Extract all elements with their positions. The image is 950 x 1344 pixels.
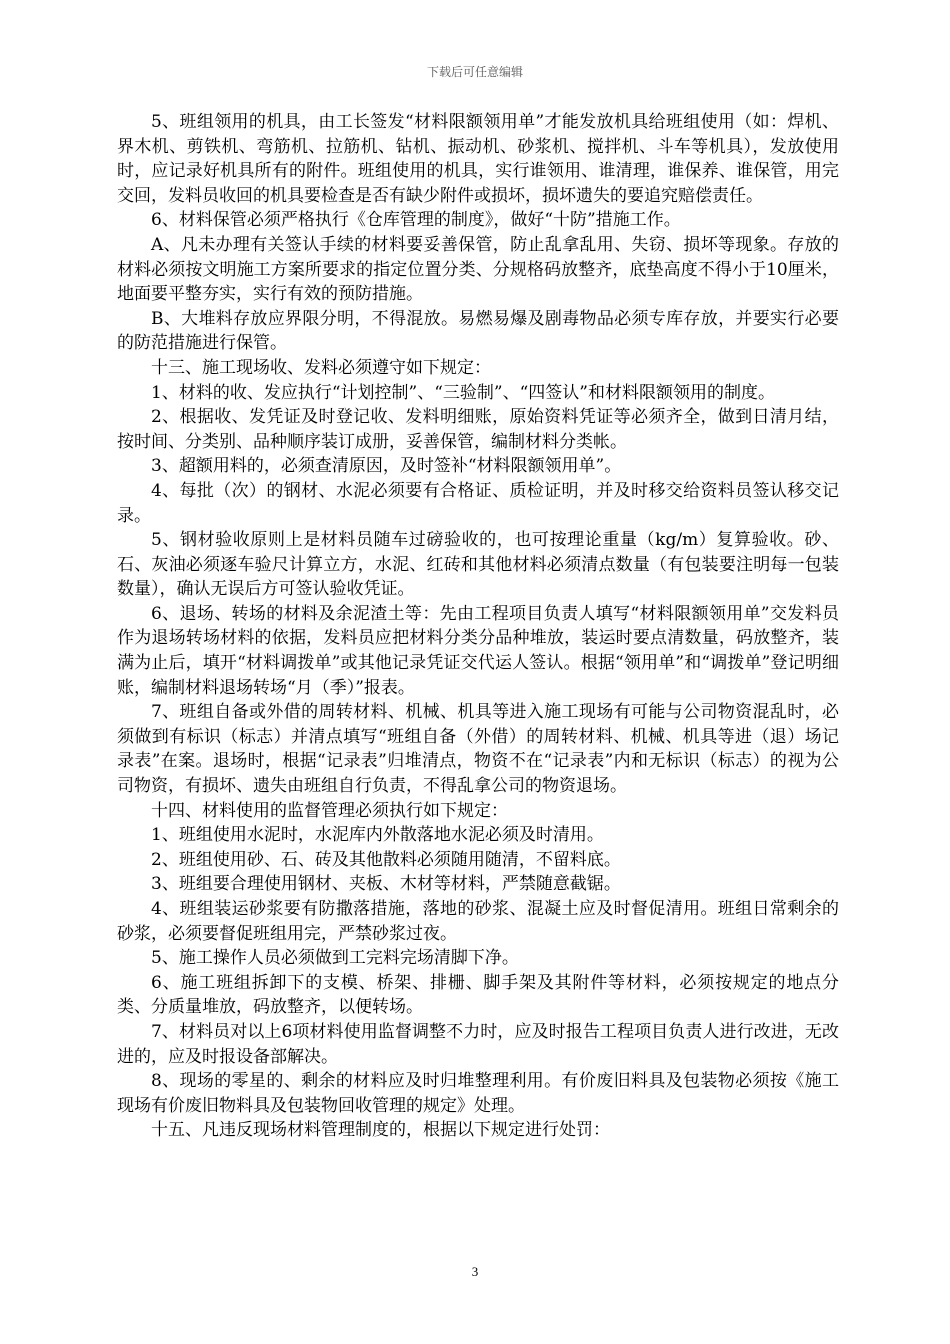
paragraph: 4、班组装运砂浆要有防撒落措施，落地的砂浆、混凝土应及时督促清用。班组日常剩余的砂浆，必须要督促班组用完，严禁砂浆过夜。 [117,899,839,944]
section-heading: 十四、材料使用的监督管理必须执行如下规定： [151,800,508,821]
paragraph: 5、施工操作人员必须做到工完料完场清脚下净。 [151,948,519,969]
paragraph: 1、班组使用水泥时，水泥库内外散落地水泥必须及时清用。 [151,825,604,846]
paragraph: 7、班组自备或外借的周转材料、机械、机具等进入施工现场有可能与公司物资混乱时，必须做到有标识（标志）并清点填写“班组自备（外借）的周转材料、机械、机具等进（退）场记录表”在案。退场时，根据“记录表”归堆清点，物资不在“记录表”内和无标识（标志）的视为公司物资，有损坏、遗失由班组自行负责，不得乱拿公司的物资退场。 [117,702,839,797]
section-heading: 十三、施工现场收、发料必须遵守如下规定： [151,357,491,378]
paragraph: 2、班组使用砂、石、砖及其他散料必须随用随清，不留料底。 [151,849,621,870]
page-number: 3 [471,1264,479,1279]
paragraph: 3、班组要合理使用钢材、夹板、木材等材料，严禁随意截锯。 [151,874,621,895]
document-body [117,110,839,1143]
paragraph: 3、超额用料的，必须查清原因，及时签补“材料限额领用单”。 [151,456,622,477]
paragraph: 7、材料员对以上6项材料使用监督调整不力时，应及时报告工程项目负责人进行改进，无改进的，应及时报设备部解决。 [117,1021,839,1067]
paragraph: 5、班组领用的机具，由工长签发“材料限额领用单”才能发放机具给班组使用（如：焊机、界木机、剪铁机、弯筋机、拉筋机、钻机、振动机、砂浆机、搅拌机、斗车等机具），发放使用时，应记录好机具所有的附件。班组使用的机具，实行谁领用、谁清理，谁保养、谁保管，用完交回，发料员收回的机具要检查是否有缺少附件或损坏，损坏遗失的要追究赔偿责任。 [117,112,839,206]
paragraph: 6、材料保管必须严格执行《仓库管理的制度》，做好“十防”措施工作。 [151,210,681,231]
paragraph: 5、钢材验收原则上是材料员随车过磅验收的，也可按理论重量（kg/m）复算验收。砂、石、灰油必须逐车验尺计算立方，水泥、红砖和其他材料必须清点数量（有包装要注明每一包装数量），确认无误后方可签认验收凭证。 [117,530,839,600]
paragraph: 6、施工班组拆卸下的支模、桥架、排栅、脚手架及其附件等材料，必须按规定的地点分类、分质量堆放，码放整齐，以便转场。 [117,972,839,1018]
paragraph: A、凡未办理有关签认手续的材料要妥善保管，防止乱拿乱用、失窃、损坏等现象。存放的材料必须按文明施工方案所要求的指定位置分类、分规格码放整齐，底垫高度不得小于10厘米，地面要平整夯实，实行有效的预防措施。 [117,234,839,305]
paragraph: 2、根据收、发凭证及时登记收、发料明细账，原始资料凭证等必须齐全，做到日清月结，按时间、分类别、品种顺序装订成册，妥善保管，编制材料分类帐。 [117,407,839,452]
paragraph: 1、材料的收、发应执行“计划控制”、“三验制”、“四签认”和材料限额领用的制度。 [151,382,775,403]
section-heading: 十五、凡违反现场材料管理制度的，根据以下规定进行处罚： [151,1120,610,1141]
paragraph: B、大堆料存放应界限分明，不得混放。易燃易爆及剧毒物品必须专库存放，并要实行必要的防范措施进行保管。 [117,308,839,354]
paragraph: 8、现场的零星的、剩余的材料应及时归堆整理利用。有价废旧料具及包装物必须按《施工现场有价废旧物料具及包装物回收管理的规定》处理。 [117,1071,839,1116]
paragraph: 4、每批（次）的钢材、水泥必须要有合格证、质检证明，并及时移交给资料员签认移交记录。 [117,480,839,526]
paragraph: 6、退场、转场的材料及余泥渣土等：先由工程项目负责人填写“材料限额领用单”交发料员作为退场转场材料的依据，发料员应把材料分类分品种堆放，装运时要点清数量，码放整齐，装满为止后，填开“材料调拨单”或其他记录凭证交代运人签认。根据“领用单”和“调拨单”登记明细账，编制材料退场转场“月（季）”报表。 [117,603,839,698]
page-header: 下载后可任意编辑 [426,65,523,79]
